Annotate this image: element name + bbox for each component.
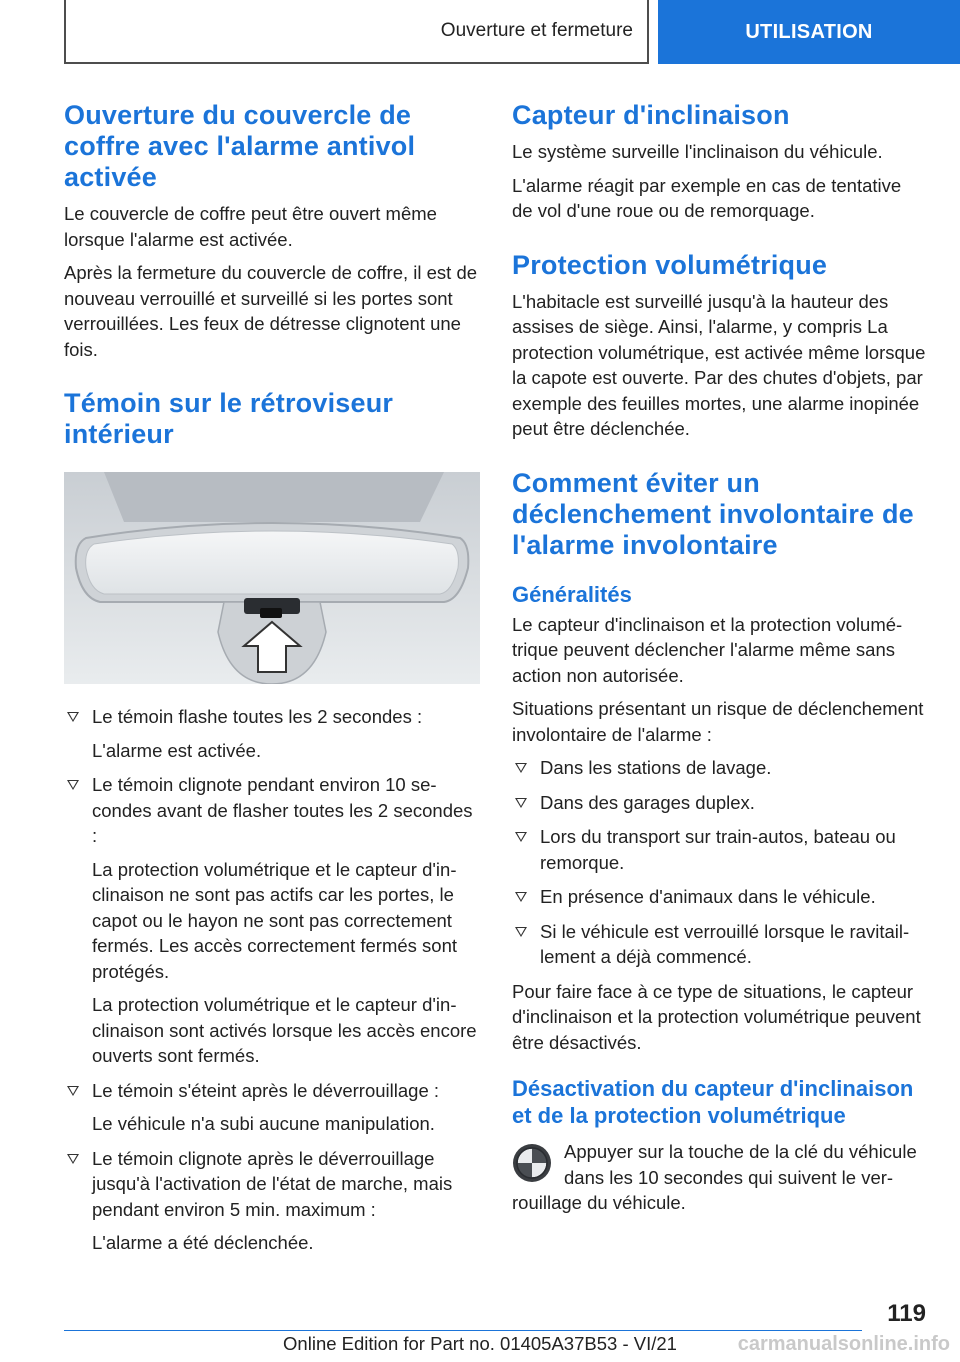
paragraph: Appuyer sur la touche de la clé du véhicule dans les 10 secondes qui suivent le verrouillage du véhicule. [512, 1141, 917, 1213]
watermark: carmanualsonline.info [737, 1333, 950, 1355]
list-item: Si le véhicule est verrouillé lorsque le ravitaillement a déjà commencé. [512, 919, 926, 970]
list-item: Le témoin clignote après le déverrouillage jusqu'à l'activation de l'état de marche, mais pendant environ 5 min. maximum : L'alarme a été déclenchée. [64, 1146, 480, 1256]
page-number: 119 [887, 1300, 926, 1327]
heading-volumetric-protection: Protection volumétrique [512, 249, 828, 280]
paragraph: Pour faire face à ce type de situations, le capteur d'inclinaison et la protection volumétrique peuvent être désactivés. [512, 980, 921, 1053]
heading-trunk-alarm: Ouverture du couvercle de coffre avec l'alarme antivol activée [64, 100, 416, 192]
paragraph: Situations présentant un risque de déclenchement involontaire de l'alarme : [512, 698, 924, 745]
paragraph: Le couvercle de coffre peut être ouvert même lorsque l'alarme est activée. [64, 203, 437, 250]
right-column [512, 100, 926, 1216]
bullet-triangle-icon [67, 1154, 79, 1164]
list-item: En présence d'animaux dans le véhicule. [512, 884, 926, 910]
heading-mirror-indicator: Témoin sur le rétroviseur intérieur [64, 388, 394, 449]
paragraph: L'habitacle est surveillé jusqu'à la hauteur des assises de siège. Ainsi, l'alarme, y compris La protection volumétrique, est activée même lorsque la capote est ouverte. Par des chutes d'objets, par exemple des feuilles mortes, une alarme inopinée peut être déclenchée. [512, 290, 926, 439]
car-key-logo-icon [512, 1143, 552, 1183]
bullet-triangle-icon [67, 712, 79, 722]
bullet-triangle-icon [515, 927, 527, 937]
header-section-title: Ouverture et fermeture [440, 20, 633, 41]
paragraph: Le système surveille l'inclinaison du véhicule. [512, 141, 883, 162]
heading-tilt-sensor: Capteur d'inclinaison [512, 100, 790, 130]
header-chapter-tab [658, 0, 960, 64]
paragraph: L'alarme réagit par exemple en cas de tentative de vol d'une roue ou de remorquage. [512, 174, 902, 221]
list-item: Dans des garages duplex. [512, 790, 926, 816]
bullet-triangle-icon [67, 1086, 79, 1096]
bullet-triangle-icon [515, 763, 527, 773]
list-item: Lors du transport sur train-autos, bateau ou remorque. [512, 824, 926, 875]
footer-divider [64, 1330, 862, 1331]
bullet-triangle-icon [515, 798, 527, 808]
list-item: Le témoin s'éteint après le déverrouillage : Le véhicule n'a subi aucune manipulation. [64, 1078, 480, 1137]
paragraph: Après la fermeture du couvercle de coffre, il est de nouveau verrouillé et surveillé si les portes sont verrouillées. Les feux de détresse clignotent une fois. [64, 262, 478, 360]
heading-deactivation: Désactivation du capteur d'inclinaison et de la protection volumétrique [512, 1076, 914, 1128]
paragraph: Le capteur d'inclinaison et la protection volumétrique peuvent déclencher l'alarme même sans action non autorisée. [512, 613, 903, 686]
heading-avoid-false-alarm: Comment éviter un déclenchement involontaire de l'alarme involontaire [512, 467, 914, 560]
header-chapter-title: UTILISATION [745, 20, 873, 43]
list-item: Le témoin clignote pendant environ 10 secondes avant de flasher toutes les 2 secondes : La protection volumétrique et le capteur d'inclinaison ne sont pas actifs car les portes, le capot ou le hayon ne sont pas correctement fermés. Les accès correctement fermés sont protégés. La protection volumétrique et le capteur d'inclinaison sont activés lorsque les accès encore ouverts sont fermés. [64, 772, 480, 1069]
bullet-triangle-icon [67, 780, 79, 790]
situations-list [512, 755, 926, 970]
header-section-tab [64, 0, 649, 64]
bullet-triangle-icon [515, 832, 527, 842]
rearview-mirror-illustration [64, 472, 480, 684]
left-column [64, 100, 480, 1265]
key-instruction [512, 1139, 926, 1216]
heading-general: Généralités [512, 581, 632, 607]
bullet-triangle-icon [515, 892, 527, 902]
list-item: Dans les stations de lavage. [512, 755, 926, 781]
edition-text: Online Edition for Part no. 01405A37B53 - VI/21 [283, 1333, 677, 1354]
list-item: Le témoin flashe toutes les 2 secondes : L'alarme est activée. [64, 704, 480, 763]
indicator-states-list [64, 704, 480, 1256]
